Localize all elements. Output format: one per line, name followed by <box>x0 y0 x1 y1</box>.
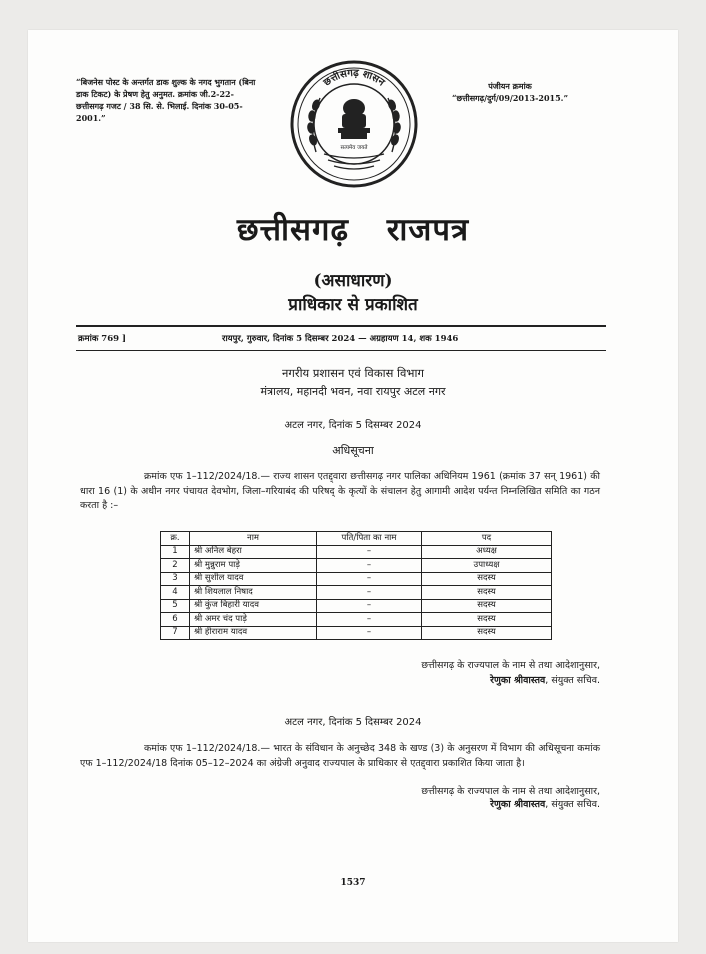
gazette-subtitle: (असाधारण) <box>313 271 393 291</box>
table-row <box>161 545 552 559</box>
post-cell: अध्यक्ष <box>422 545 552 559</box>
serial-cell: 5 <box>161 599 190 613</box>
name-cell: श्री सुशील यादव <box>190 572 317 586</box>
col-post-header: पद <box>422 532 552 546</box>
notice-heading: अधिसूचना <box>332 444 374 457</box>
col-name-header: नाम <box>190 532 317 546</box>
issue-date: रायपुर, गुरुवार, दिनांक 5 दिसम्बर 2024 — अग्रहायण 14, शक 1946 <box>222 334 459 344</box>
post-cell: सदस्य <box>422 599 552 613</box>
postal-permission-note: “बिजनेस पोस्ट के अन्तर्गत डाक शुल्क के नगद भुगतान (बिना डाक टिकट) के प्रेषण हेतु अनुमत. क्रमांक जी.2-22-छत्तीसगढ़ गजट / 38 सि. से. भिलाई. दिनांक 30-05-2001.” <box>76 77 256 123</box>
gazette-title: छत्तीसगढ़ राजपत्र <box>236 212 470 248</box>
father-cell: – <box>317 572 422 586</box>
seal-motto: सत्यमेव जयते <box>340 145 368 151</box>
notice1-body-text: क्रमांक एफ 1–112/2024/18.— राज्य शासन एतद्द्वारा छत्तीसगढ़ नगर पालिका अधिनियम 1961 (क्रमांक 37 सन् 1961) की धारा 16 (1) के अधीन नगर पंचायत देवभोग, जिला–गरियाबंद की परिषद् के कृत्यों के संचालन हेतु आगामी आदेश पर्यन्त निम्नलिखित समिति का गठन करता है :– <box>80 471 600 511</box>
post-cell: सदस्य <box>422 572 552 586</box>
table-row <box>161 559 552 573</box>
header-rule-top <box>76 325 606 327</box>
notice2-body-text: कमांक एफ 1–112/2024/18.— भारत के संविधान के अनुच्छेद 348 के खण्ड (3) के अनुसरण में विभाग की अधिसूचना कमांक एफ 1–112/2024/18 दिनांक 05–12–2024 का अंग्रेजी अनुवाद राज्यपाल के प्राधिकार से एतद्द्वारा प्रकाशित किया जाता है। <box>80 743 600 769</box>
notice2-order-line: छत्तीसगढ़ के राज्यपाल के नाम से तथा आदेशानुसार, <box>421 786 600 797</box>
department-name: नगरीय प्रशासन एवं विकास विभाग <box>282 366 424 380</box>
page-number: 1537 <box>340 878 366 888</box>
father-cell: – <box>317 545 422 559</box>
father-cell: – <box>317 626 422 640</box>
notice2-date: अटल नगर, दिनांक 5 दिसम्बर 2024 <box>284 717 422 728</box>
serial-cell: 6 <box>161 613 190 627</box>
signatory-name: रेणुका श्रीवास्तव <box>490 675 546 686</box>
father-cell: – <box>317 599 422 613</box>
registration-label: पंजीयन क्रमांक <box>488 81 532 91</box>
table-row <box>161 613 552 627</box>
father-cell: – <box>317 559 422 573</box>
chhattisgarh-emblem-icon <box>286 56 422 192</box>
post-cell: सदस्य <box>422 626 552 640</box>
notice1-signature <box>300 673 600 686</box>
father-cell: – <box>317 586 422 600</box>
table-row <box>161 572 552 586</box>
post-cell: सदस्य <box>422 613 552 627</box>
notice1-order-line: छत्तीसगढ़ के राज्यपाल के नाम से तथा आदेशानुसार, <box>421 660 600 671</box>
header-rule-bottom <box>76 350 606 351</box>
registration-number: “छत्तीसगढ़/दुर्ग/09/2013-2015.” <box>451 93 569 103</box>
name-cell: श्री हीराराम यादव <box>190 626 317 640</box>
notice1-body <box>80 470 600 514</box>
name-cell: श्री अमर चंद पाड़े <box>190 613 317 627</box>
name-cell: श्री अनिल बेहरा <box>190 545 317 559</box>
serial-cell: 7 <box>161 626 190 640</box>
table-row <box>161 586 552 600</box>
signatory-name: रेणुका श्रीवास्तव <box>490 799 546 810</box>
serial-cell: 4 <box>161 586 190 600</box>
notice2-signature <box>300 797 600 810</box>
father-cell: – <box>317 613 422 627</box>
registration-block <box>430 80 590 104</box>
department-address: मंत्रालय, महानदी भवन, नवा रायपुर अटल नगर <box>260 385 446 398</box>
signatory-title: , संयुक्त सचिव. <box>545 799 600 810</box>
col-father-header: पति/पिता का नाम <box>317 532 422 546</box>
name-cell: श्री कुंज बिहारी यादव <box>190 599 317 613</box>
signatory-title: , संयुक्त सचिव. <box>545 675 600 686</box>
table-row <box>161 599 552 613</box>
seal-text: छत्तीसगढ़ शासन <box>321 67 387 89</box>
committee-table <box>160 531 552 640</box>
gazette-authority-line: प्राधिकार से प्रकाशित <box>288 295 418 315</box>
issue-number: क्रमांक 769 ] <box>78 334 127 344</box>
name-cell: श्री मुन्नुराम पाड़े <box>190 559 317 573</box>
notice2-body <box>80 742 600 771</box>
post-cell: उपाध्यक्ष <box>422 559 552 573</box>
col-serial-header: क्र. <box>161 532 190 546</box>
serial-cell: 2 <box>161 559 190 573</box>
notice1-date: अटल नगर, दिनांक 5 दिसम्बर 2024 <box>284 420 422 431</box>
serial-cell: 3 <box>161 572 190 586</box>
name-cell: श्री शियलाल निषाद <box>190 586 317 600</box>
table-header-row <box>161 532 552 546</box>
table-row <box>161 626 552 640</box>
serial-cell: 1 <box>161 545 190 559</box>
svg-text:छत्तीसगढ़ शासन <box>321 68 387 89</box>
post-cell: सदस्य <box>422 586 552 600</box>
